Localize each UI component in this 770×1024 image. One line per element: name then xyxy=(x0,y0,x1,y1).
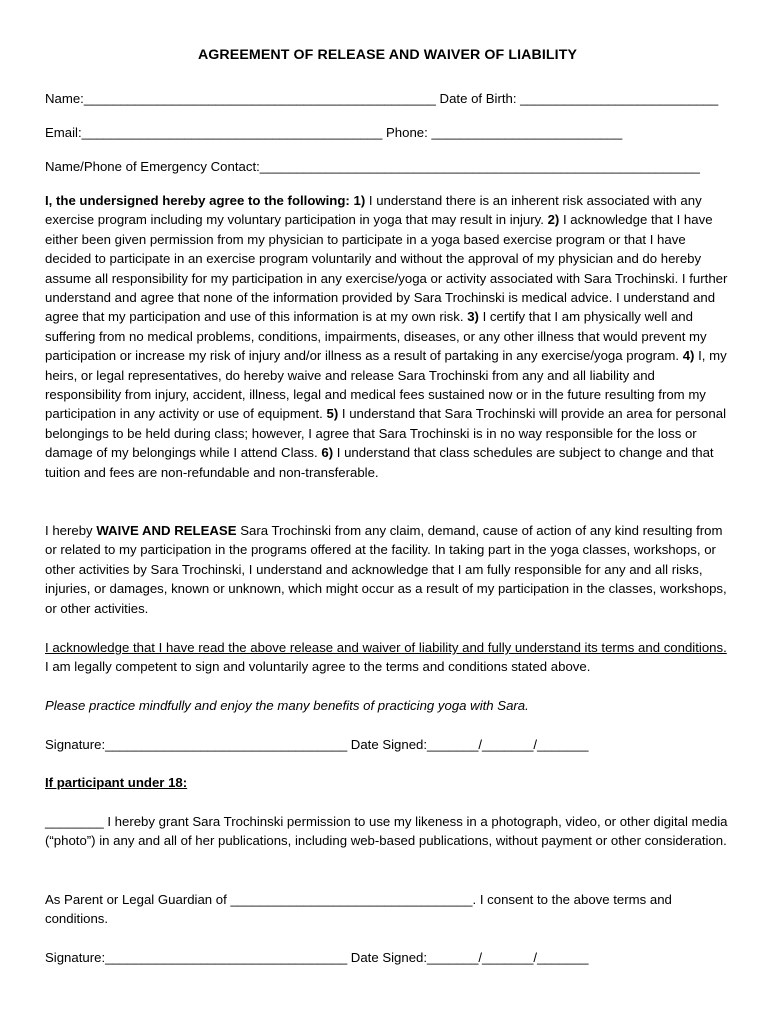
photo-permission-paragraph[interactable]: ________ I hereby grant Sara Trochinski permission to use my likeness in a photograph, video, or other digital media (“photo”) in any and all of her publications, including web-based publications, without payment or other consideration. xyxy=(45,814,728,849)
item-text-3: I certify that I am physically well and suffering from no medical problems, conditions, impairments, diseases, or any other illness that would prevent my participation or increase my risk of injury and/or illness as a result of partaking in any exercise/yoga program. xyxy=(45,309,707,364)
waiver-bold: WAIVE AND RELEASE xyxy=(96,523,237,538)
item-number-6: 6) xyxy=(321,445,334,461)
emergency-contact-field-line[interactable]: Name/Phone of Emergency Contact:____________________________________________________________ xyxy=(45,159,700,174)
email-phone-field-line[interactable]: Email:_________________________________________ Phone: __________________________ xyxy=(45,125,623,140)
acknowledge-paragraph xyxy=(45,638,730,677)
acknowledge-rest: I am legally competent to sign and voluntarily agree to the terms and conditions stated above. xyxy=(45,659,591,675)
signature-date-line[interactable]: Signature:_________________________________ Date Signed:_______/_______/_______ xyxy=(45,737,589,752)
minor-section-heading: If participant under 18: xyxy=(45,775,188,790)
item-text-2: I acknowledge that I have either been given permission from my physician to participate in a yoga based exercise program or that I have decided to participate in an exercise program voluntarily and without the approval of my physician and do hereby assume all responsibility for my participation in any exercise/yoga or activity associated with Sara Trochinski. I further understand and agree that none of the information provided by Sara Trochinski is medical advice. I understand and agree that my participation and use of this information is at my own risk. xyxy=(45,212,728,325)
item-number-4: 4) xyxy=(682,348,695,364)
document-title: AGREEMENT OF RELEASE AND WAIVER OF LIABILITY xyxy=(197,47,578,63)
guardian-consent-paragraph[interactable]: As Parent or Legal Guardian of _________________________________. I consent to the above terms and conditions. xyxy=(45,892,672,927)
waiver-post: Sara Trochinski from any claim, demand, cause of action of any kind resulting from or related to my participation in the programs offered at the facility. In taking part in the yoga classes, workshops, or other activities by Sara Trochinski, I understand and acknowledge that I am fully responsible for any and all risks, injuries, or damages, known or unknown, which might occur as a result of my participation in the classes, workshops, or other activities. xyxy=(45,523,727,616)
item-number-2: 2) xyxy=(547,212,560,228)
item-number-5: 5) xyxy=(326,406,339,422)
acknowledge-underlined: I acknowledge that I have read the above release and waiver of liability and fully understand its terms and conditions. xyxy=(45,640,727,655)
guardian-signature-date-line[interactable]: Signature:_________________________________ Date Signed:_______/_______/_______ xyxy=(45,950,589,965)
item-number-1: 1) xyxy=(353,193,366,208)
item-text-5: I understand that Sara Trochinski will provide an area for personal belongings to be held during class; however, I agree that Sara Trochinski is in no way responsible for the loss or damage of my belongings while I attend Class. xyxy=(45,406,726,461)
agreement-lead: I, the undersigned hereby agree to the following: xyxy=(45,193,350,208)
waiver-paragraph xyxy=(45,521,730,618)
closing-note: Please practice mindfully and enjoy the many benefits of practicing yoga with Sara. xyxy=(45,698,529,713)
item-text-4: I, my heirs, or legal representatives, do hereby waive and release Sara Trochinski from any and all liability and responsibility from injury, accident, illness, legal and medical fees sustained now or in the future resulting from my participation in any activity or use of equipment. xyxy=(45,348,727,422)
name-dob-field-line[interactable]: Name:________________________________________________ Date of Birth: ___________________________ xyxy=(45,91,719,106)
item-number-3: 3) xyxy=(467,309,479,325)
agreement-paragraph xyxy=(45,191,730,482)
item-text-1: I understand there is an inherent risk associated with any exercise program including my voluntary participation in yoga that may result in injury. xyxy=(45,193,702,228)
item-text-6: I understand that class schedules are subject to change and that tuition and fees are non-refundable and non-transferable. xyxy=(45,445,714,480)
waiver-pre: I hereby xyxy=(45,523,97,538)
